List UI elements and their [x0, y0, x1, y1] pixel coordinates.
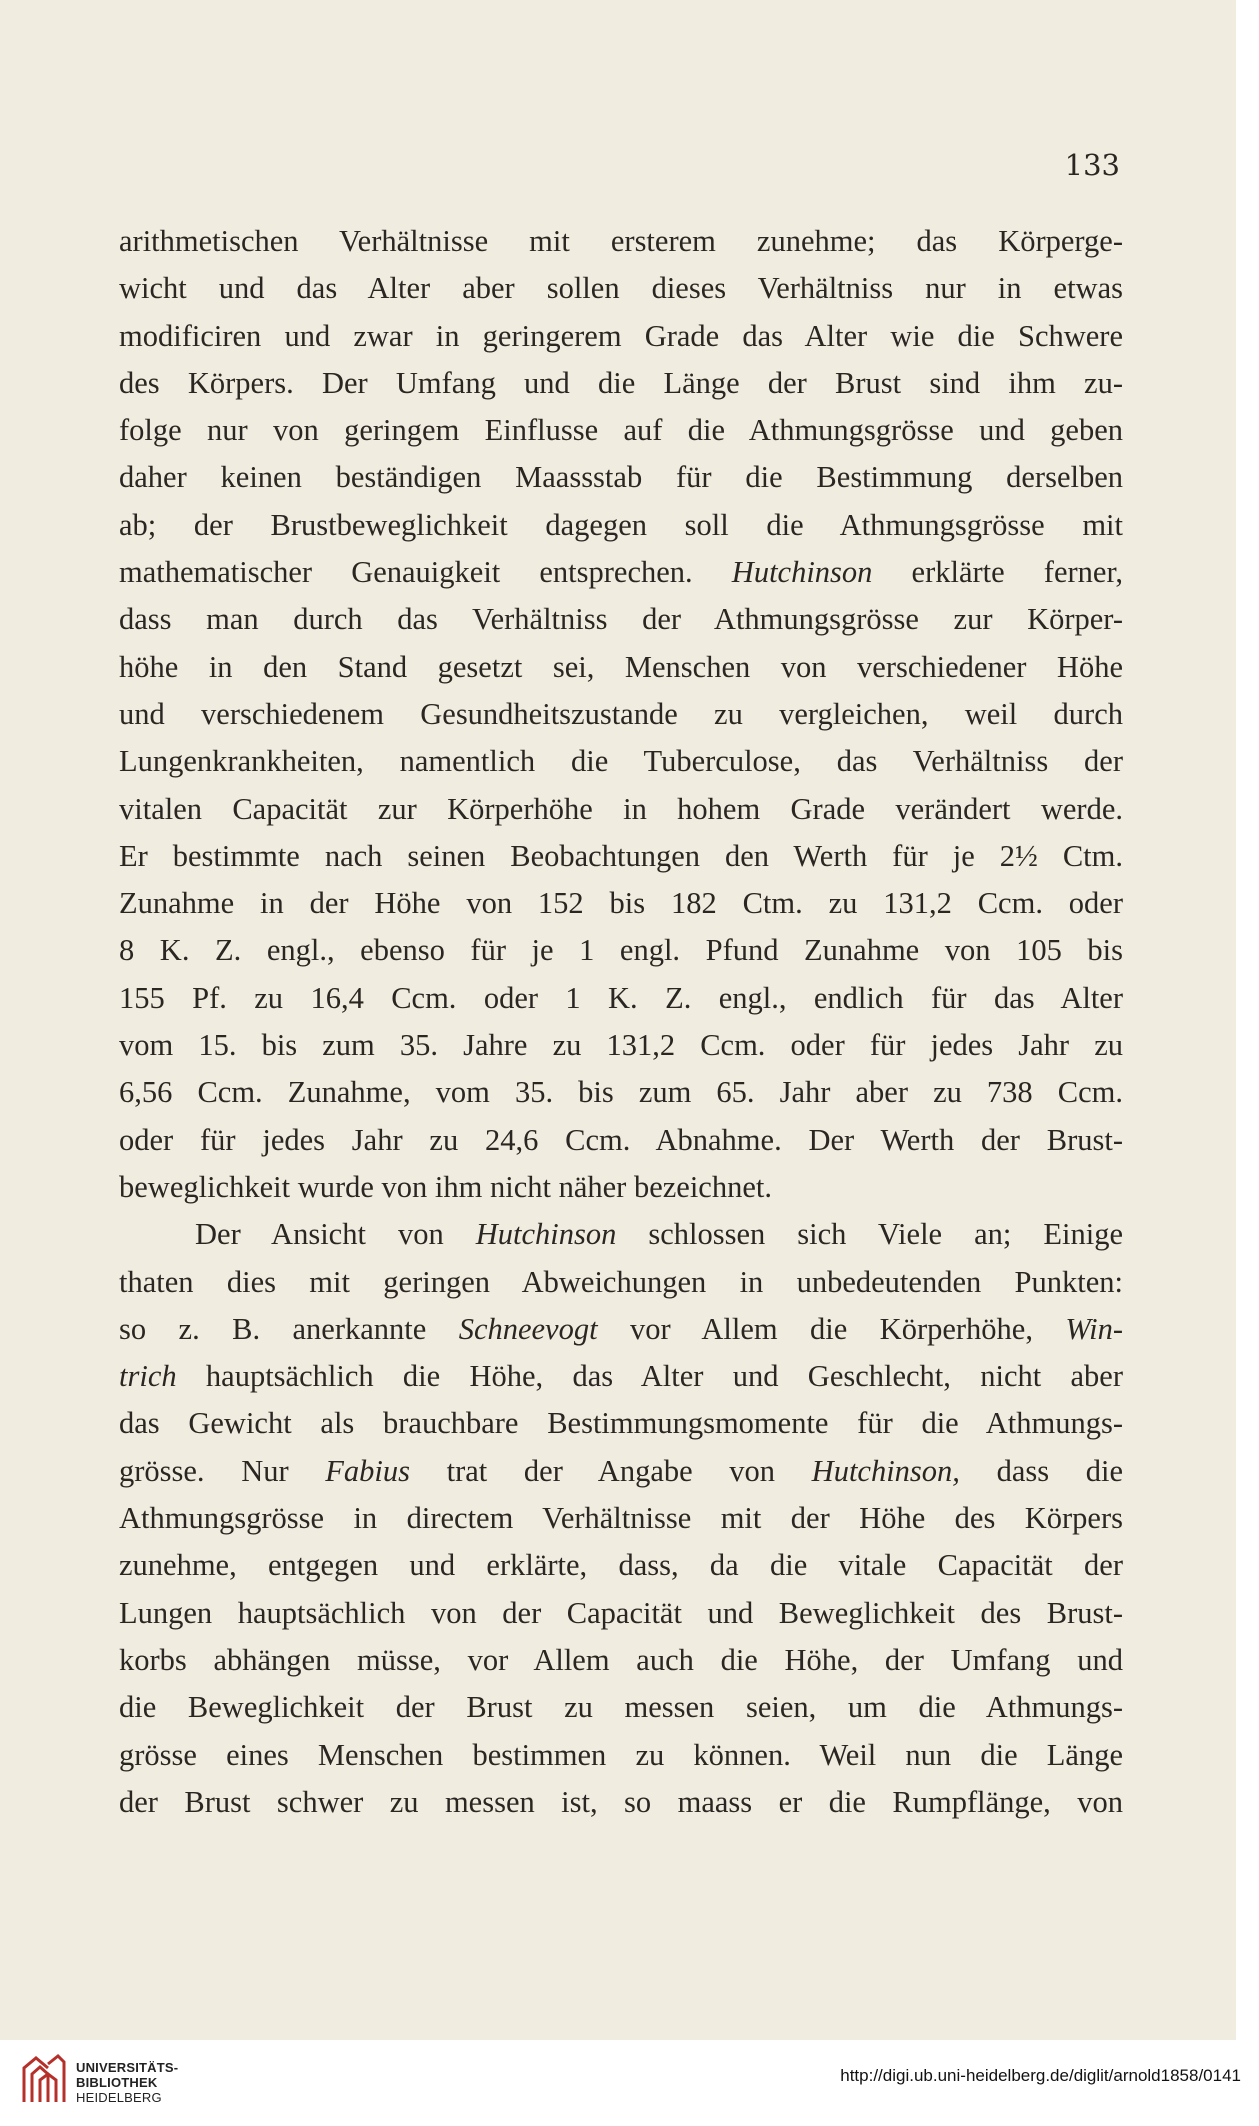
text-run: oder für jedes Jahr zu 24,6 Ccm. Abnahme. Der Werth der Brust- — [119, 1122, 1123, 1157]
italic-name: Fabius — [325, 1453, 410, 1488]
text-line — [119, 1353, 1123, 1400]
text-run: Der Ansicht von — [195, 1217, 476, 1252]
text-line — [119, 1306, 1123, 1353]
library-name — [76, 2060, 178, 2105]
text-line — [119, 549, 1123, 596]
text-run: die Beweglichkeit der Brust zu messen seien, um die Athmungs- — [119, 1690, 1123, 1725]
text-run: grösse eines Menschen bestimmen zu können. Weil nun die Länge — [119, 1737, 1123, 1772]
text-line — [119, 1259, 1123, 1306]
text-line — [119, 1164, 1123, 1211]
text-run: grösse. Nur — [119, 1453, 326, 1488]
italic-name: Hutchinson — [475, 1217, 617, 1252]
text-run: korbs abhängen müsse, vor Allem auch die Höhe, der Umfang und — [119, 1642, 1123, 1677]
text-line — [119, 1448, 1123, 1495]
page-number: 133 — [1064, 148, 1120, 182]
digital-object-url[interactable]: http://digi.ub.uni-heidelberg.de/diglit/arnold1858/0141 — [840, 2066, 1241, 2085]
body-text — [119, 218, 1123, 1826]
text-line — [119, 407, 1123, 454]
italic-name: Schneevogt — [458, 1311, 598, 1346]
text-run: vitalen Capacität zur Körperhöhe in hohem Grade verändert werde. — [119, 791, 1123, 826]
text-line — [119, 454, 1123, 501]
text-run: erklärte ferner, — [872, 555, 1124, 590]
text-line — [119, 880, 1123, 927]
text-line — [119, 1732, 1123, 1779]
text-line — [119, 1684, 1123, 1731]
library-name-line3: HEIDELBERG — [76, 2090, 162, 2105]
text-run: schlossen sich Viele an; Einige — [616, 1217, 1123, 1252]
text-run: so z. B. anerkannte — [119, 1311, 459, 1346]
text-line — [119, 596, 1123, 643]
text-line — [119, 360, 1123, 407]
text-run: modificiren und zwar in geringerem Grade das Alter wie die Schwere — [119, 318, 1123, 353]
text-run: des Körpers. Der Umfang und die Länge der Brust sind ihm zu- — [119, 365, 1123, 400]
text-run: das Gewicht als brauchbare Bestimmungsmomente für die Athmungs- — [119, 1406, 1123, 1441]
library-name-line1: UNIVERSITÄTS- — [76, 2060, 179, 2075]
text-line — [119, 1495, 1123, 1542]
text-run: Athmungsgrösse in directem Verhältnisse mit der Höhe des Körpers — [119, 1501, 1123, 1536]
text-line — [119, 1779, 1123, 1826]
text-line — [119, 1542, 1123, 1589]
text-line — [119, 502, 1123, 549]
text-line — [119, 313, 1123, 360]
italic-name: Hutchinson, — [811, 1453, 960, 1488]
text-run: trat der Angabe von — [410, 1453, 812, 1488]
text-run: 6,56 Ccm. Zunahme, vom 35. bis zum 65. Jahr aber zu 738 Ccm. — [119, 1075, 1123, 1110]
text-line — [119, 786, 1123, 833]
text-run: wicht und das Alter aber sollen dieses Verhältniss nur in etwas — [119, 271, 1123, 306]
text-line — [119, 1211, 1123, 1258]
text-run: ab; der Brustbeweglichkeit dagegen soll die Athmungsgrösse mit — [119, 507, 1123, 542]
text-line — [119, 644, 1123, 691]
text-line — [119, 975, 1123, 1022]
text-run: hauptsächlich die Höhe, das Alter und Geschlecht, nicht aber — [176, 1359, 1123, 1394]
text-run: dass die — [959, 1453, 1123, 1488]
text-run: thaten dies mit geringen Abweichungen in unbedeutenden Punkten: — [119, 1264, 1123, 1299]
text-run: beweglichkeit wurde von ihm nicht näher bezeichnet. — [119, 1169, 772, 1204]
text-run: und verschiedenem Gesundheitszustande zu vergleichen, weil durch — [119, 696, 1123, 731]
text-line — [119, 738, 1123, 785]
text-run: mathematischer Genauigkeit entsprechen. — [119, 555, 732, 590]
text-run: 155 Pf. zu 16,4 Ccm. oder 1 K. Z. engl., endlich für das Alter — [119, 980, 1123, 1015]
text-run: zunehme, entgegen und erklärte, dass, da die vitale Capacität der — [119, 1548, 1123, 1583]
text-run: Er bestimmte nach seinen Beobachtungen den Werth für je 2½ Ctm. — [119, 838, 1123, 873]
text-line — [119, 1117, 1123, 1164]
library-name-line2: BIBLIOTHEK — [76, 2075, 158, 2090]
text-line — [119, 1069, 1123, 1116]
text-run: der Brust schwer zu messen ist, so maass er die Rumpflänge, von — [119, 1784, 1123, 1819]
text-line — [119, 927, 1123, 974]
text-run: 8 K. Z. engl., ebenso für je 1 engl. Pfund Zunahme von 105 bis — [119, 933, 1123, 968]
text-line — [119, 833, 1123, 880]
text-run: Lungenkrankheiten, namentlich die Tuberculose, das Verhältniss der — [119, 744, 1123, 779]
text-run: Zunahme in der Höhe von 152 bis 182 Ctm. zu 131,2 Ccm. oder — [119, 886, 1123, 921]
text-line — [119, 218, 1123, 265]
italic-name: Hutchinson — [731, 555, 873, 590]
italic-name: trich — [119, 1359, 177, 1394]
text-line — [119, 1022, 1123, 1069]
text-run: Lungen hauptsächlich von der Capacität und Beweglichkeit des Brust- — [119, 1595, 1123, 1630]
text-line — [119, 265, 1123, 312]
text-run: dass man durch das Verhältniss der Athmungsgrösse zur Körper- — [119, 602, 1123, 637]
text-run: vom 15. bis zum 35. Jahre zu 131,2 Ccm. oder für jedes Jahr zu — [119, 1028, 1123, 1063]
text-line — [119, 1400, 1123, 1447]
italic-name: Win- — [1065, 1311, 1123, 1346]
text-run: vor Allem die Körperhöhe, — [597, 1311, 1066, 1346]
text-run: folge nur von geringem Einflusse auf die Athmungsgrösse und geben — [119, 413, 1123, 448]
text-run: höhe in den Stand gesetzt sei, Menschen von verschiedener Höhe — [119, 649, 1123, 684]
text-line — [119, 1637, 1123, 1684]
text-line — [119, 691, 1123, 738]
text-run: daher keinen beständigen Maassstab für die Bestimmung derselben — [119, 460, 1123, 495]
library-seal-icon — [18, 2050, 70, 2110]
text-line — [119, 1590, 1123, 1637]
scan-margin — [1236, 0, 1259, 2040]
text-run: arithmetischen Verhältnisse mit ersterem zunehme; das Körperge- — [119, 224, 1123, 258]
